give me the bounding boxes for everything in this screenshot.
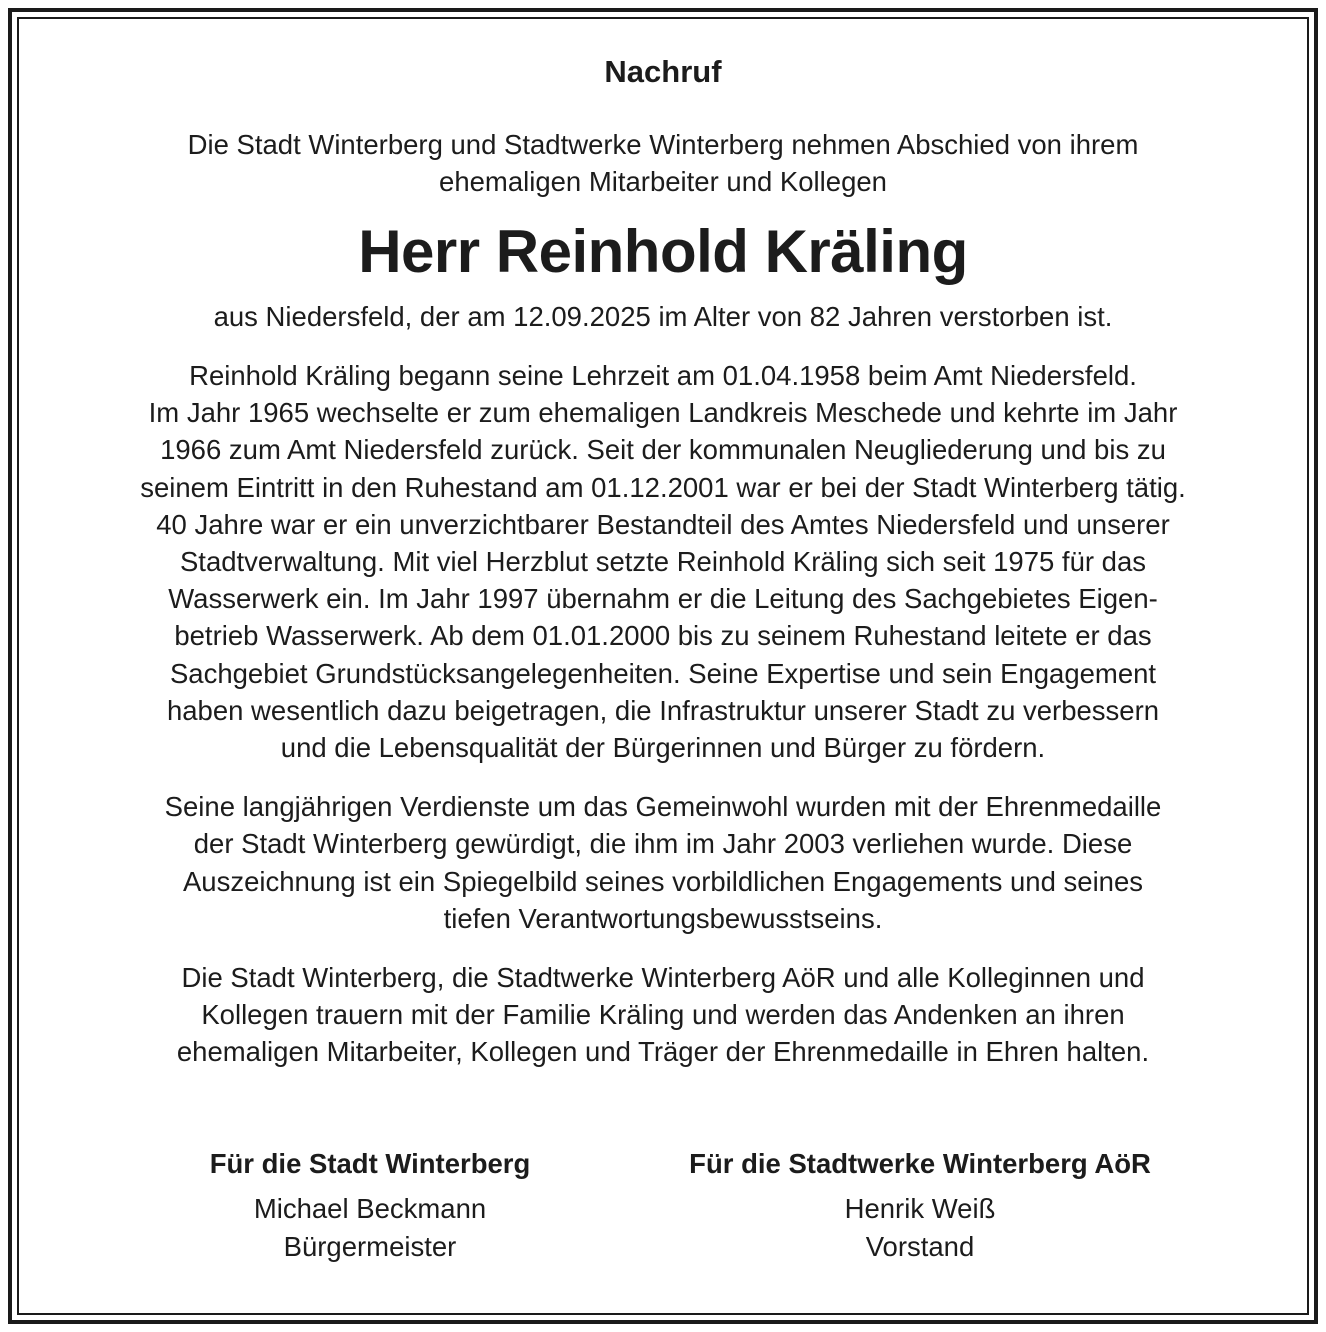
paragraph-line: betrieb Wasserwerk. Ab dem 01.01.2000 bis zu seinem Ruhestand leitete er das bbox=[174, 620, 1152, 652]
honors-paragraph bbox=[30, 788, 1296, 937]
paragraph-line: haben wesentlich dazu beigetragen, die Infrastruktur unserer Stadt zu verbessern bbox=[166, 694, 1160, 726]
paragraph-line: 40 Jahre war er ein unverzichtbarer Bestandteil des Amtes Niedersfeld und unserer bbox=[156, 508, 1170, 540]
intro-line: ehemaligen Mitarbeiter und Kollegen bbox=[439, 166, 887, 197]
intro-line: Die Stadt Winterberg und Stadtwerke Winterberg nehmen Abschied von ihrem bbox=[187, 129, 1139, 160]
paragraph-line: Wasserwerk ein. Im Jahr 1997 übernahm er die Leitung des Sachgebietes Eigen- bbox=[168, 583, 1158, 615]
paragraph-line: 1966 zum Amt Niedersfeld zurück. Seit der kommunalen Neugliederung und bis zu bbox=[160, 434, 1166, 466]
mourning-paragraph bbox=[30, 959, 1296, 1071]
signature-role: Bürgermeister bbox=[283, 1231, 457, 1262]
paragraph-line: Im Jahr 1965 wechselte er zum ehemaligen Landkreis Meschede und kehrte im Jahr bbox=[148, 397, 1178, 429]
signature-block bbox=[30, 1145, 1296, 1285]
signature-utilities bbox=[670, 1145, 1170, 1266]
signature-organization: Für die Stadt Winterberg bbox=[209, 1148, 531, 1179]
paragraph-line: der Stadt Winterberg gewürdigt, die ihm im Jahr 2003 verliehen wurde. Diese bbox=[193, 828, 1133, 860]
signature-city bbox=[170, 1145, 570, 1266]
paragraph-line: Auszeichnung ist ein Spiegelbild seines vorbildlichen Engagements und seines bbox=[182, 865, 1144, 897]
paragraph-line: Seine langjährigen Verdienste um das Gemeinwohl wurden mit der Ehrenmedaille bbox=[164, 791, 1162, 823]
signature-role: Vorstand bbox=[865, 1231, 975, 1262]
obituary-heading: Nachruf bbox=[604, 54, 722, 89]
intro-text bbox=[30, 126, 1296, 200]
paragraph-line: und die Lebensqualität der Bürgerinnen und Bürger zu fördern. bbox=[280, 732, 1046, 764]
obituary-content bbox=[30, 30, 1296, 1262]
paragraph-line: tiefen Verantwortungsbewusstseins. bbox=[443, 902, 883, 934]
paragraph-line: seinem Eintritt in den Ruhestand am 01.12.2001 war er bei der Stadt Winterberg tätig. bbox=[140, 471, 1186, 503]
deceased-name: Herr Reinhold Kräling bbox=[358, 218, 968, 285]
paragraph-line: Die Stadt Winterberg, die Stadtwerke Winterberg AöR und alle Kolleginnen und bbox=[181, 962, 1145, 994]
career-paragraph bbox=[30, 357, 1296, 766]
paragraph-line: Sachgebiet Grundstücksangelegenheiten. Seine Expertise und sein Engagement bbox=[169, 657, 1157, 689]
paragraph-line: Reinhold Kräling begann seine Lehrzeit am 01.04.1958 beim Amt Niedersfeld. bbox=[189, 360, 1137, 391]
deceased-subline: aus Niedersfeld, der am 12.09.2025 im Alter von 82 Jahren verstorben ist. bbox=[213, 301, 1113, 332]
paragraph-line: Stadtverwaltung. Mit viel Herzblut setzte Reinhold Kräling sich seit 1975 für das bbox=[179, 546, 1147, 578]
signature-organization: Für die Stadtwerke Winterberg AöR bbox=[689, 1148, 1151, 1179]
signature-name: Henrik Weiß bbox=[844, 1193, 996, 1224]
paragraph-line: Kollegen trauern mit der Familie Kräling und werden das Andenken an ihren bbox=[201, 999, 1125, 1031]
paragraph-line: ehemaligen Mitarbeiter, Kollegen und Träger der Ehrenmedaille in Ehren halten. bbox=[176, 1036, 1150, 1068]
signature-name: Michael Beckmann bbox=[253, 1193, 487, 1224]
